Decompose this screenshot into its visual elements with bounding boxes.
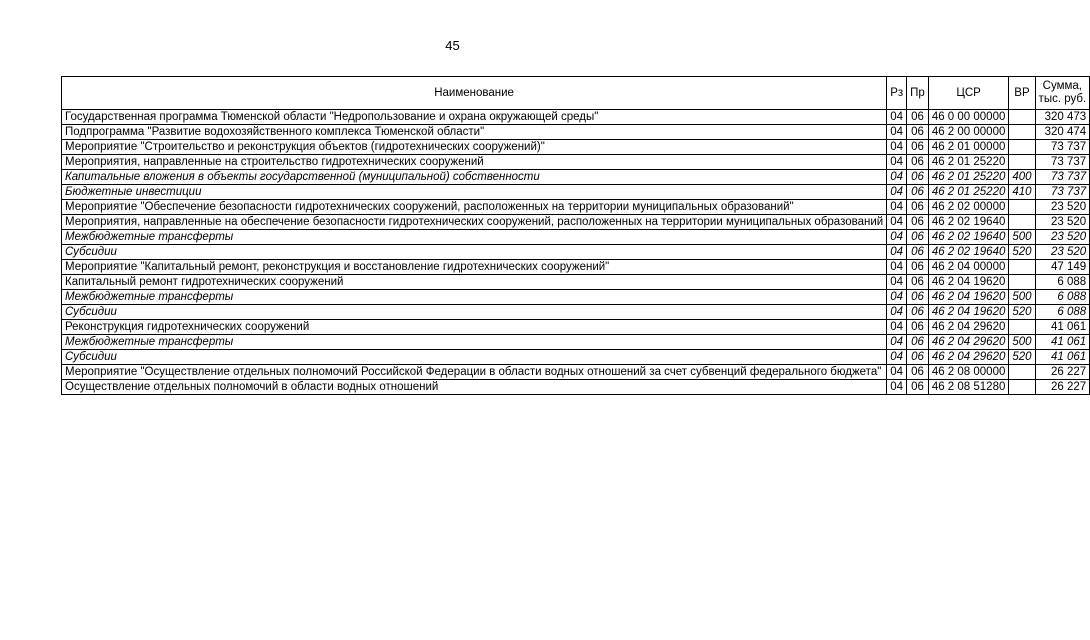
table-row <box>62 380 1090 395</box>
table-row <box>62 365 1090 380</box>
table-cell-rz: 04 <box>887 155 907 170</box>
table-cell-pr: 06 <box>907 365 929 380</box>
table-row <box>62 335 1090 350</box>
table-cell-rz: 04 <box>887 335 907 350</box>
table-cell-name: Мероприятия, направленные на обеспечение безопасности гидротехнических сооружений, расположенных на территории муниципальных образований <box>62 215 887 230</box>
page-number: 45 <box>445 38 460 53</box>
table-cell-sum: 73 737 <box>1035 140 1090 155</box>
table-cell-rz: 04 <box>887 170 907 185</box>
table-cell-csr: 46 2 04 19620 <box>928 275 1009 290</box>
table-cell-sum: 6 088 <box>1035 275 1090 290</box>
table-cell-rz: 04 <box>887 215 907 230</box>
table-cell-pr: 06 <box>907 155 929 170</box>
table-header-row <box>62 77 1090 110</box>
table-cell-name: Мероприятие "Строительство и реконструкция объектов (гидротехнических сооружений)" <box>62 140 887 155</box>
table-cell-csr: 46 2 04 19620 <box>928 290 1009 305</box>
table-row <box>62 245 1090 260</box>
table-cell-sum: 23 520 <box>1035 215 1090 230</box>
table-cell-pr: 06 <box>907 275 929 290</box>
table-cell-csr: 46 2 04 19620 <box>928 305 1009 320</box>
table-row <box>62 260 1090 275</box>
table-cell-rz: 04 <box>887 305 907 320</box>
table-cell-rz: 04 <box>887 110 907 125</box>
table-cell-sum: 26 227 <box>1035 380 1090 395</box>
table-cell-name: Государственная программа Тюменской области "Недропользование и охрана окружающей среды" <box>62 110 887 125</box>
table-cell-name: Капитальный ремонт гидротехнических сооружений <box>62 275 887 290</box>
table-cell-rz: 04 <box>887 350 907 365</box>
table-cell-pr: 06 <box>907 260 929 275</box>
table-cell-pr: 06 <box>907 320 929 335</box>
table-cell-pr: 06 <box>907 200 929 215</box>
table-cell-name: Субсидии <box>62 305 887 320</box>
table-cell-sum: 73 737 <box>1035 170 1090 185</box>
table-cell-csr: 46 2 04 29620 <box>928 320 1009 335</box>
table-cell-csr: 46 2 02 19640 <box>928 245 1009 260</box>
table-cell-pr: 06 <box>907 290 929 305</box>
table-cell-name: Подпрограмма "Развитие водохозяйственного комплекса Тюменской области" <box>62 125 887 140</box>
table-row <box>62 200 1090 215</box>
table-row <box>62 350 1090 365</box>
table-cell-pr: 06 <box>907 185 929 200</box>
table-cell-rz: 04 <box>887 380 907 395</box>
table-cell-pr: 06 <box>907 230 929 245</box>
table-cell-vr <box>1009 380 1035 395</box>
table-cell-pr: 06 <box>907 140 929 155</box>
header-name: Наименование <box>62 77 887 110</box>
table-cell-name: Реконструкция гидротехнических сооружений <box>62 320 887 335</box>
table-cell-vr: 520 <box>1009 350 1035 365</box>
table-cell-rz: 04 <box>887 230 907 245</box>
table-cell-sum: 73 737 <box>1035 155 1090 170</box>
table-cell-vr <box>1009 320 1035 335</box>
table-cell-name: Мероприятие "Обеспечение безопасности гидротехнических сооружений, расположенных на территории муниципальных образований" <box>62 200 887 215</box>
table-cell-vr: 400 <box>1009 170 1035 185</box>
table-cell-rz: 04 <box>887 185 907 200</box>
table-cell-vr: 500 <box>1009 335 1035 350</box>
table-cell-rz: 04 <box>887 260 907 275</box>
table-cell-vr: 520 <box>1009 245 1035 260</box>
header-sum-line2: тыс. руб. <box>1038 93 1087 105</box>
header-vr: ВР <box>1009 77 1035 110</box>
table-cell-pr: 06 <box>907 215 929 230</box>
table-cell-vr: 410 <box>1009 185 1035 200</box>
table-cell-vr: 520 <box>1009 305 1035 320</box>
table-row <box>62 155 1090 170</box>
table-cell-pr: 06 <box>907 380 929 395</box>
table-cell-pr: 06 <box>907 305 929 320</box>
table-row <box>62 215 1090 230</box>
table-cell-rz: 04 <box>887 365 907 380</box>
table-cell-name: Субсидии <box>62 350 887 365</box>
table-cell-name: Субсидии <box>62 245 887 260</box>
table-cell-vr <box>1009 155 1035 170</box>
budget-table <box>61 76 1090 395</box>
table-cell-pr: 06 <box>907 350 929 365</box>
table-cell-csr: 46 2 01 00000 <box>928 140 1009 155</box>
table-cell-name: Бюджетные инвестиции <box>62 185 887 200</box>
table-cell-csr: 46 2 00 00000 <box>928 125 1009 140</box>
table-cell-csr: 46 2 02 19640 <box>928 215 1009 230</box>
table-cell-sum: 41 061 <box>1035 335 1090 350</box>
table-row <box>62 110 1090 125</box>
header-rz: Рз <box>887 77 907 110</box>
table-cell-sum: 41 061 <box>1035 320 1090 335</box>
table-cell-name: Межбюджетные трансферты <box>62 230 887 245</box>
table-cell-rz: 04 <box>887 290 907 305</box>
table-cell-sum: 320 474 <box>1035 125 1090 140</box>
table-cell-csr: 46 2 01 25220 <box>928 185 1009 200</box>
table-cell-vr <box>1009 110 1035 125</box>
table-cell-sum: 6 088 <box>1035 305 1090 320</box>
table-row <box>62 125 1090 140</box>
table-cell-csr: 46 2 04 29620 <box>928 335 1009 350</box>
table-cell-rz: 04 <box>887 320 907 335</box>
table-cell-vr <box>1009 200 1035 215</box>
table-cell-name: Капитальные вложения в объекты государственной (муниципальной) собственности <box>62 170 887 185</box>
header-sum-line1: Сумма, <box>1042 80 1083 92</box>
table-cell-rz: 04 <box>887 245 907 260</box>
table-cell-csr: 46 2 01 25220 <box>928 155 1009 170</box>
table-cell-vr: 500 <box>1009 290 1035 305</box>
table-cell-sum: 320 473 <box>1035 110 1090 125</box>
table-cell-sum: 23 520 <box>1035 230 1090 245</box>
table-cell-name: Мероприятия, направленные на строительство гидротехнических сооружений <box>62 155 887 170</box>
header-sum <box>1035 77 1090 110</box>
table-cell-pr: 06 <box>907 125 929 140</box>
table-cell-sum: 73 737 <box>1035 185 1090 200</box>
table-cell-csr: 46 2 08 00000 <box>928 365 1009 380</box>
table-cell-name: Межбюджетные трансферты <box>62 335 887 350</box>
table-cell-rz: 04 <box>887 200 907 215</box>
table-cell-sum: 41 061 <box>1035 350 1090 365</box>
table-cell-vr <box>1009 365 1035 380</box>
table-row <box>62 140 1090 155</box>
table-cell-rz: 04 <box>887 140 907 155</box>
table-cell-rz: 04 <box>887 125 907 140</box>
table-cell-sum: 23 520 <box>1035 245 1090 260</box>
table-cell-sum: 47 149 <box>1035 260 1090 275</box>
table-cell-vr <box>1009 140 1035 155</box>
header-pr: Пр <box>907 77 929 110</box>
table-cell-csr: 46 2 08 51280 <box>928 380 1009 395</box>
table-row <box>62 290 1090 305</box>
table-cell-rz: 04 <box>887 275 907 290</box>
table-cell-vr <box>1009 260 1035 275</box>
table-cell-name: Мероприятие "Капитальный ремонт, реконструкция и восстановление гидротехнических сооружений" <box>62 260 887 275</box>
table-row <box>62 185 1090 200</box>
table-row <box>62 170 1090 185</box>
table-cell-vr <box>1009 215 1035 230</box>
table-row <box>62 275 1090 290</box>
table-cell-pr: 06 <box>907 110 929 125</box>
table-cell-pr: 06 <box>907 170 929 185</box>
table-cell-csr: 46 0 00 00000 <box>928 110 1009 125</box>
table-cell-sum: 26 227 <box>1035 365 1090 380</box>
table-cell-vr: 500 <box>1009 230 1035 245</box>
table-cell-name: Мероприятие "Осуществление отдельных полномочий Российской Федерации в области водных отношений за счет субвенций федерального бюджета" <box>62 365 887 380</box>
table-cell-pr: 06 <box>907 245 929 260</box>
table-cell-csr: 46 2 04 00000 <box>928 260 1009 275</box>
table-cell-csr: 46 2 02 19640 <box>928 230 1009 245</box>
table-cell-csr: 46 2 01 25220 <box>928 170 1009 185</box>
table-row <box>62 305 1090 320</box>
table-row <box>62 230 1090 245</box>
table-cell-vr <box>1009 275 1035 290</box>
table-cell-csr: 46 2 02 00000 <box>928 200 1009 215</box>
table-cell-sum: 23 520 <box>1035 200 1090 215</box>
table-cell-name: Межбюджетные трансферты <box>62 290 887 305</box>
header-csr: ЦСР <box>928 77 1009 110</box>
table-cell-csr: 46 2 04 29620 <box>928 350 1009 365</box>
table-cell-pr: 06 <box>907 335 929 350</box>
table-cell-sum: 6 088 <box>1035 290 1090 305</box>
table-cell-vr <box>1009 125 1035 140</box>
table-row <box>62 320 1090 335</box>
table-cell-name: Осуществление отдельных полномочий в области водных отношений <box>62 380 887 395</box>
table-body <box>62 110 1090 395</box>
